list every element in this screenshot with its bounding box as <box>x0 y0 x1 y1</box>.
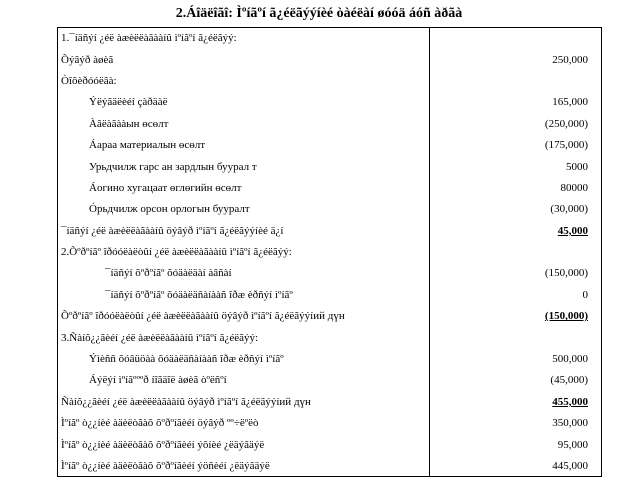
row-label: Ýëýãäëèéí çàðäàë <box>58 92 430 113</box>
row-label: Ìºíãº ò¿¿íèé àäèëòãàõ õºðºíãèéí öýâýð ºº÷ëºëò <box>58 413 430 434</box>
row-amount: 445,000 <box>430 455 602 476</box>
row-label: Урьдчилж гарс ан зардлын буурал т <box>58 156 430 177</box>
row-amount <box>430 70 602 91</box>
table-row <box>58 306 602 327</box>
row-amount: (150,000) <box>430 263 602 284</box>
table-row <box>58 70 602 91</box>
row-amount <box>430 241 602 262</box>
row-amount: (250,000) <box>430 113 602 134</box>
table-row <box>58 177 602 198</box>
table-row <box>58 156 602 177</box>
row-amount: (175,000) <box>430 134 602 155</box>
row-amount: 80000 <box>430 177 602 198</box>
row-label: ¯íäñýí õºðºíãº õóäàëäñàíààñ îðæ èðñýí ìºíãº <box>58 284 430 305</box>
row-amount: 95,000 <box>430 434 602 455</box>
table-row <box>58 199 602 220</box>
table-row <box>58 370 602 391</box>
row-label: Óрьдчилж орсон орлогын бууралт <box>58 199 430 220</box>
row-amount: 5000 <box>430 156 602 177</box>
table-row <box>58 263 602 284</box>
subtotal-value: (150,000) <box>544 310 588 323</box>
table-row <box>58 134 602 155</box>
subtotal-value: 45,000 <box>557 224 588 237</box>
table-row <box>58 413 602 434</box>
subtotal-amount <box>430 306 602 327</box>
row-label: Àâëàãààын өсөлт <box>58 113 430 134</box>
table-row <box>58 92 602 113</box>
subtotal-label: ¯íäñýí ¿éë àæèëëàãààíû öýâýð ìºíãºí ã¿éëãýýíèé ä¿í <box>58 220 430 241</box>
table-row <box>58 327 602 348</box>
section-heading-investing: 2.Õºðºíãº îðóóëàëòûí ¿éë àæèëëàãààíû ìºíãºí ã¿éëãýý: <box>58 241 430 262</box>
row-amount: 0 <box>430 284 602 305</box>
subtotal-amount <box>430 220 602 241</box>
subtotal-amount <box>430 391 602 412</box>
row-amount <box>430 28 602 49</box>
section-heading-financing: 3.Ñàíõ¿¿ãèéí ¿éë àæèëëàãààíû ìºíãºí ã¿éëãýý: <box>58 327 430 348</box>
table-row <box>58 348 602 369</box>
row-label: Ýìèññ õóâüöàà õóäàëäñàíààñ îðæ èðñýí ìºíãº <box>58 348 430 369</box>
row-label: Òîõèðóóëãà: <box>58 70 430 91</box>
row-amount: 165,000 <box>430 92 602 113</box>
row-amount: 500,000 <box>430 348 602 369</box>
table-row <box>58 455 602 476</box>
page-title: 2.Áîäëîãî: Ìºíãºí ã¿éëãýýíèé òàéëàí øóóä áóñ àðãà <box>175 6 463 21</box>
table-row <box>58 28 602 49</box>
row-label: Áýëýí ìºíãºººð íîãäîë àøèã òºëñºí <box>58 370 430 391</box>
row-amount: (30,000) <box>430 199 602 220</box>
table-row <box>58 434 602 455</box>
row-amount: (45,000) <box>430 370 602 391</box>
row-label: Áараа материалын өсөлт <box>58 134 430 155</box>
table-row <box>58 391 602 412</box>
subtotal-value: 455,000 <box>552 395 588 408</box>
section-heading-operating: 1.¯íäñýí ¿éë àæèëëàãààíû ìºíãºí ã¿éëãýý: <box>58 28 430 49</box>
row-label: Ìºíãº ò¿¿íèé àäèëòãàõ õºðºíãèéí ýöñèéí ¿ëäýãäýë <box>58 455 430 476</box>
subtotal-label: Ñàíõ¿¿ãèéí ¿éë àæèëëàãààíû öýâýð ìºíãºí ã¿éëãýýíий дүн <box>58 391 430 412</box>
row-label: Õýâýð àøèã <box>58 49 430 70</box>
table-row <box>58 220 602 241</box>
table-row <box>58 49 602 70</box>
table-row <box>58 284 602 305</box>
table-row <box>58 241 602 262</box>
row-amount: 250,000 <box>430 49 602 70</box>
subtotal-label: Õºðºíãº îðóóëàëòûí ¿éë àæèëëàãààíû öýâýð ìºíãºí ã¿éëãýýíий дүн <box>58 306 430 327</box>
table-row <box>58 113 602 134</box>
row-label: Áогино хугацаат өглөгийн өсөлт <box>58 177 430 198</box>
row-label: ¯íäñýí õºðºíãº õóäàëäàí àâñàí <box>58 263 430 284</box>
cash-flow-table <box>57 27 602 477</box>
row-amount <box>430 327 602 348</box>
row-amount: 350,000 <box>430 413 602 434</box>
row-label: Ìºíãº ò¿¿íèé àäèëòãàõ õºðºíãèéí ýõíèé ¿ëäýãäýë <box>58 434 430 455</box>
